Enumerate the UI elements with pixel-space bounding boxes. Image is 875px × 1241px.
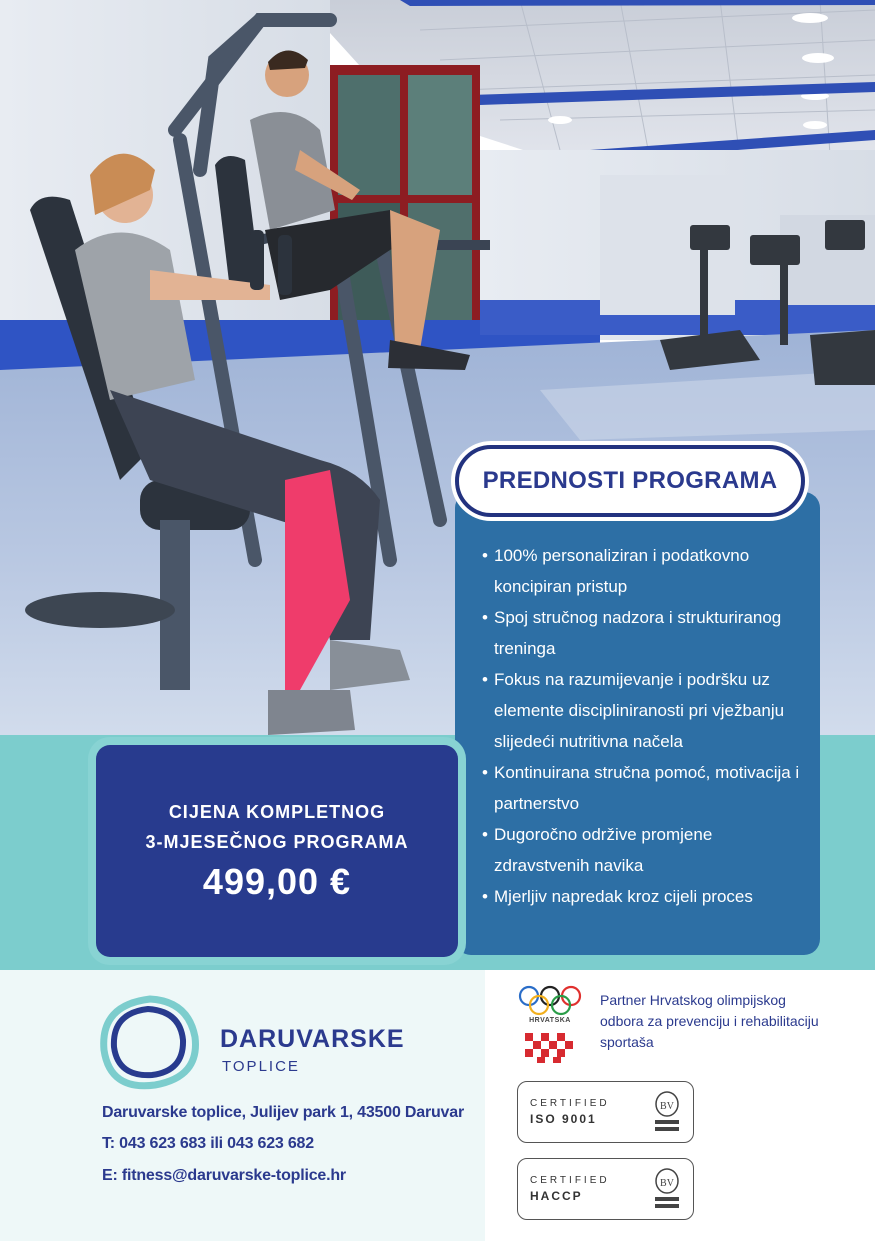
contact-address: Daruvarske toplice, Julijev park 1, 43500 Daruvar [102, 1104, 464, 1121]
benefits-title-pill [455, 445, 805, 517]
benefit-item: • Kontinuirana stručna pomoć, motivacija i partnerstvo [482, 757, 812, 819]
benefit-item: • Dugoročno održive promjene zdravstvenih navika [482, 819, 812, 881]
brand-name: DARUVARSKE [220, 1025, 405, 1053]
bureau-veritas-seal-icon [653, 1090, 681, 1134]
olympic-committee-logo [517, 983, 583, 1065]
benefit-item: • Fokus na razumijevanje i podršku uz elemente discipliniranosti pri vježbanju slijedeći nutritivna načela [482, 664, 812, 757]
cert-label: CERTIFIED [530, 1098, 610, 1109]
partner-text: Partner Hrvatskog olimpijskog odbora za prevenciju i rehabilitaciju sportaša [600, 992, 819, 1050]
benefit-item: • Spoj stručnog nadzora i strukturiranog treninga [482, 602, 812, 664]
benefit-item: • 100% personaliziran i podatkovno koncipiran pristup [482, 540, 812, 602]
brand-logo-icon [100, 995, 200, 1090]
cert-name: HACCP [530, 1189, 583, 1203]
price-box [96, 745, 458, 957]
cert-name: ISO 9001 [530, 1112, 597, 1126]
contact-phone: T: 043 623 683 ili 043 623 682 [102, 1135, 314, 1152]
price-value: 499,00 € [202, 861, 352, 902]
benefits-title: PREDNOSTI PROGRAMA [482, 467, 778, 494]
cert-label: CERTIFIED [530, 1175, 610, 1186]
contact-email[interactable]: E: fitness@daruvarske-toplice.hr [102, 1167, 346, 1184]
olympic-badge-text: HRVATSKA [529, 1017, 571, 1024]
benefits-list [482, 540, 812, 912]
cert-iso-9001 [517, 1081, 694, 1143]
price-label-line1: CIJENA KOMPLETNOG [168, 802, 386, 822]
bureau-veritas-seal-icon [653, 1167, 681, 1211]
brand-subname: TOPLICE [222, 1058, 300, 1075]
svg-text:BV: BV [660, 1178, 674, 1189]
cert-haccp [517, 1158, 694, 1220]
price-label-line2: 3-MJESEČNOG PROGRAMA [145, 832, 409, 852]
svg-text:BV: BV [660, 1101, 674, 1112]
benefit-item: • Mjerljiv napredak kroz cijeli proces [482, 881, 812, 912]
